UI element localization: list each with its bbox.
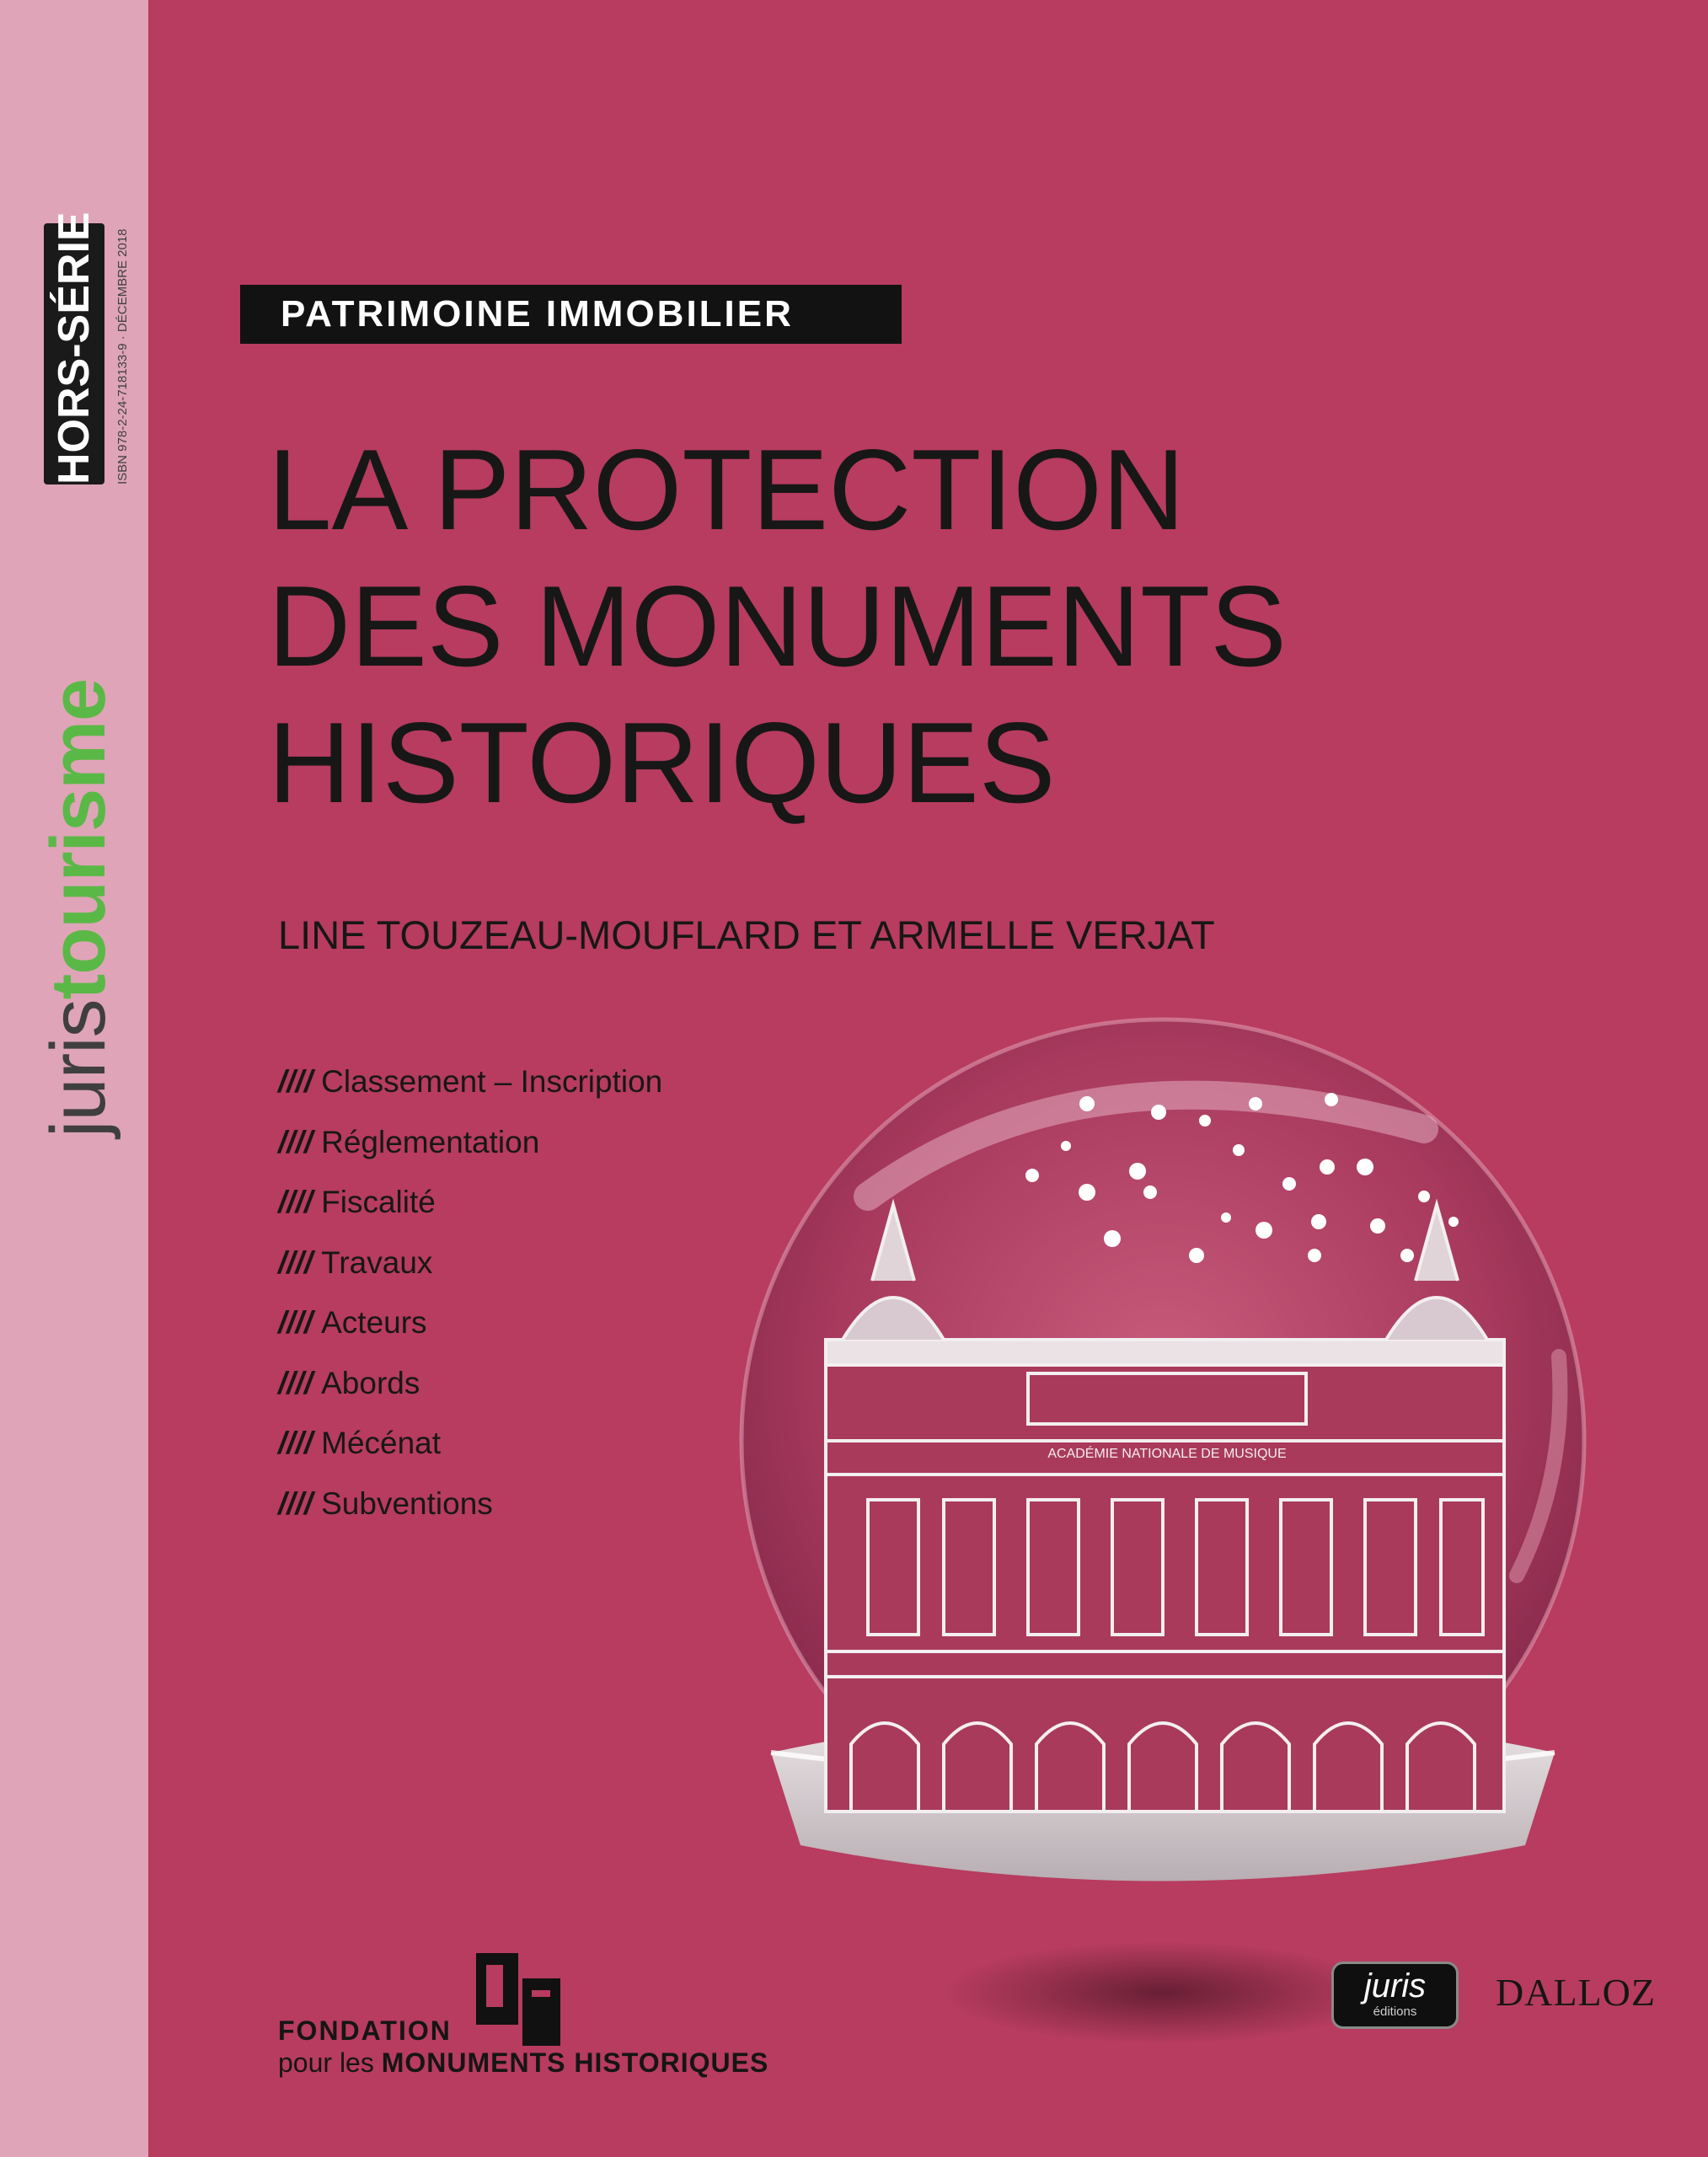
topic-prefix: ////	[278, 1124, 313, 1159]
topic-prefix: ////	[278, 1426, 313, 1460]
topic-label: Abords	[321, 1365, 420, 1400]
fondation-line-2	[278, 2047, 768, 2078]
title-line-3: HISTORIQUES	[268, 698, 1056, 827]
topic-label: Classement – Inscription	[321, 1064, 663, 1099]
topic-prefix: ////	[278, 1485, 313, 1521]
globe-shadow	[944, 1942, 1382, 2043]
spine	[0, 0, 148, 2157]
fondation-line-2-prefix: pour les	[278, 2047, 382, 2078]
title-line-1: LA PROTECTION	[268, 426, 1186, 554]
topic-label: Subventions	[321, 1485, 493, 1521]
fondation-line-1: FONDATION	[278, 2015, 452, 2046]
jurisTourisme-brand	[32, 679, 125, 1137]
isbn-text: ISBN 978-2-24-718133-9 · DÉCEMBRE 2018	[115, 228, 130, 484]
topic-label: Réglementation	[321, 1124, 540, 1159]
snow-globe-illustration	[725, 1003, 1626, 2073]
topic-prefix: ////	[278, 1244, 313, 1280]
hors-serie-badge: HORS-SÉRIE	[44, 223, 104, 484]
fondation-mark-icon	[476, 1953, 569, 2046]
topic-prefix: ////	[278, 1365, 313, 1400]
book-title	[268, 421, 1448, 831]
brand-tourisme: tourisme	[35, 678, 121, 1000]
juris-logo-sub: éditions	[1373, 2004, 1417, 2019]
fondation-logo	[278, 1953, 800, 2078]
topic-label: Mécénat	[321, 1426, 442, 1460]
collection-banner: PATRIMOINE IMMOBILIER	[240, 285, 902, 344]
topic-prefix: ////	[278, 1305, 313, 1340]
brand-juris: juris	[35, 999, 121, 1137]
fondation-line-2-bold: MONUMENTS HISTORIQUES	[381, 2047, 769, 2078]
spine-rotated-content	[0, 0, 148, 1150]
title-line-2: DES MONUMENTS	[268, 562, 1287, 690]
topic-label: Acteurs	[321, 1305, 427, 1340]
topic-label: Travaux	[321, 1244, 433, 1280]
topic-label: Fiscalité	[321, 1185, 436, 1219]
authors: LINE TOUZEAU-MOUFLARD ET ARMELLE VERJAT	[278, 913, 1215, 957]
juris-logo-word: juris	[1363, 1967, 1427, 2004]
juris-editions-logo	[1331, 1962, 1459, 2029]
topic-prefix: ////	[278, 1064, 313, 1099]
building-inscription: ACADÉMIE NATIONALE DE MUSIQUE	[1047, 1447, 1287, 1461]
dalloz-logo: DALLOZ	[1496, 1971, 1656, 2014]
topic-prefix: ////	[278, 1185, 313, 1219]
